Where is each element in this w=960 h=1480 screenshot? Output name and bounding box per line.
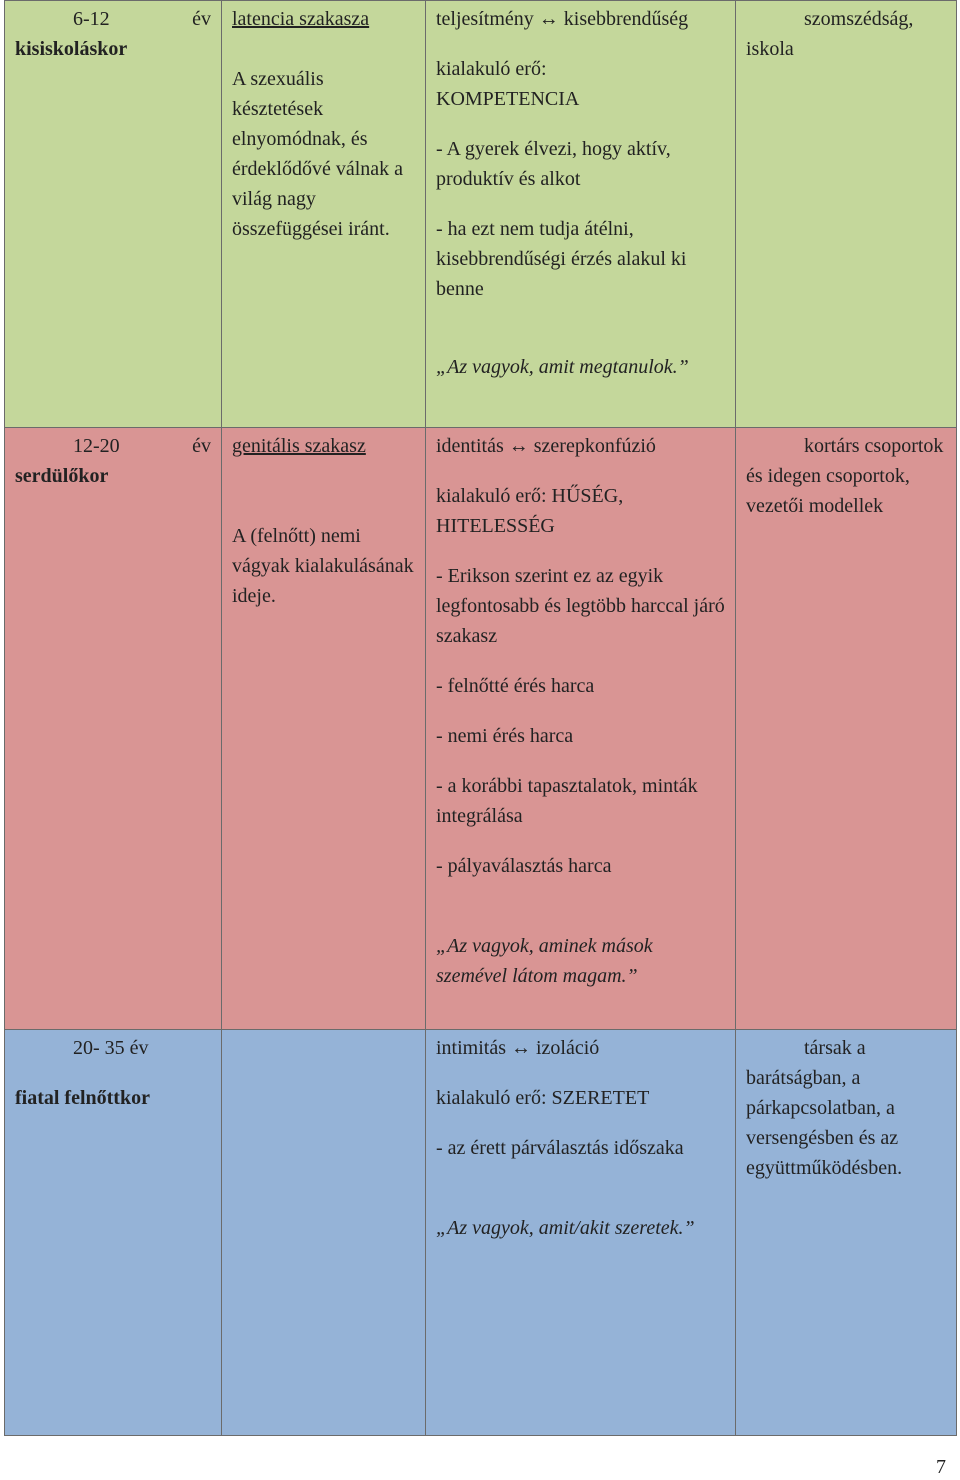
stage-name: fiatal felnőttkor: [15, 1087, 150, 1109]
list-item: - pályaválasztás harca: [436, 855, 612, 877]
age-unit: év: [192, 8, 211, 30]
relations-text: társak a barátságban, a párkapcsolatban, a versengésben és az együttműködésben.: [746, 1037, 903, 1179]
list-item: - a korábbi tapasztalatok, minták integrálása: [436, 775, 698, 827]
stage-quote: „Az vagyok, aminek mások szemével látom magam.”: [436, 935, 653, 987]
list-item: - ha ezt nem tudja átélni, kisebbrendűségi érzés alakul ki benne: [436, 218, 687, 300]
erikson-stages-table: [4, 0, 957, 1436]
stage-quote: „Az vagyok, amit megtanulok.”: [436, 356, 689, 378]
crisis-pair: [436, 4, 725, 34]
developing-force: [436, 1083, 725, 1113]
crisis-right: szerepkonfúzió: [533, 435, 656, 457]
page-number: 7: [936, 1456, 946, 1478]
crisis-left: teljesítmény: [436, 8, 534, 30]
age-range: [15, 431, 211, 461]
table-row-school-age: [5, 1, 957, 428]
list-item: - Erikson szerint ez az egyik legfontosabb és legtöbb harccal járó szakasz: [436, 565, 725, 647]
crisis-cell: [426, 1, 736, 428]
crisis-arrow: ↔: [511, 1037, 531, 1059]
age-value: 12-20: [73, 435, 120, 457]
crisis-right: kisebbrendűség: [563, 8, 689, 30]
crisis-left: identitás: [436, 435, 504, 457]
age-range: [15, 4, 211, 34]
relations-text: szomszédság, iskola: [746, 8, 914, 60]
relations-text: kortárs csoportok és idegen csoportok, vezetői modellek: [746, 435, 944, 517]
phase-cell: [222, 1030, 426, 1436]
crisis-left: intimitás: [436, 1037, 506, 1059]
table-row-young-adulthood: [5, 1030, 957, 1436]
force-label: kialakuló erő:: [436, 1087, 547, 1109]
age-range: 20- 35 év: [73, 1037, 149, 1059]
crisis-right: izoláció: [536, 1037, 600, 1059]
phase-description: A szexuális késztetések elnyomódnak, és érdeklődővé válnak a világ nagy összefüggései iránt.: [232, 68, 404, 240]
list-item: - A gyerek élvezi, hogy aktív, produktív és alkot: [436, 138, 671, 190]
crisis-pair: [436, 431, 725, 461]
force-label: kialakuló erő:: [436, 485, 547, 507]
phase-cell: [222, 428, 426, 1030]
phase-description: A (felnőtt) nemi vágyak kialakulásának ideje.: [232, 525, 414, 607]
developing-force: [436, 481, 725, 541]
phase-title: genitális szakasz: [232, 435, 366, 457]
stage-name: kisiskoláskor: [15, 38, 128, 60]
table-row-adolescence: [5, 428, 957, 1030]
phase-title: latencia szakasza: [232, 8, 370, 30]
developing-force: [436, 54, 725, 114]
list-item: - az érett párválasztás időszaka: [436, 1137, 684, 1159]
age-cell: [5, 1, 222, 428]
crisis-cell: [426, 1030, 736, 1436]
force-label: kialakuló erő:: [436, 58, 547, 80]
crisis-arrow: ↔: [538, 8, 559, 30]
list-item: - felnőtté érés harca: [436, 675, 595, 697]
age-cell: [5, 428, 222, 1030]
list-item: - nemi érés harca: [436, 725, 574, 747]
relations-cell: [736, 1, 957, 428]
crisis-arrow: ↔: [508, 435, 529, 457]
force-value: HŰSÉG, HITELESSÉG: [436, 485, 624, 537]
stage-quote: „Az vagyok, amit/akit szeretek.”: [436, 1217, 695, 1239]
relations-cell: [736, 428, 957, 1030]
stage-name: serdülőkor: [15, 465, 109, 487]
force-value: SZERETET: [551, 1087, 650, 1109]
age-unit: év: [192, 435, 211, 457]
relations-cell: [736, 1030, 957, 1436]
age-value: 6-12: [73, 8, 110, 30]
crisis-pair: [436, 1033, 725, 1063]
age-cell: [5, 1030, 222, 1436]
force-value: KOMPETENCIA: [436, 88, 580, 110]
phase-cell: [222, 1, 426, 428]
crisis-cell: [426, 428, 736, 1030]
